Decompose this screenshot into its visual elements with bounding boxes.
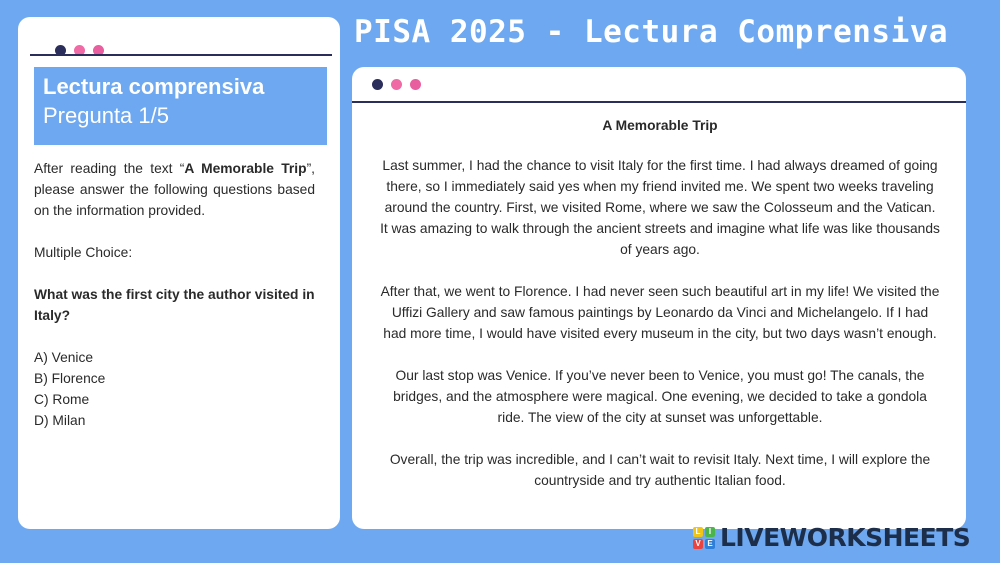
answer-option-d[interactable]: D) Milan bbox=[34, 413, 86, 428]
question-header bbox=[34, 67, 327, 145]
logo-letter: I bbox=[705, 527, 715, 537]
story-paragraph: Last summer, I had the chance to visit Italy for the first time. I had always dreamed of going there, so I immediately said yes when my friend invited me. We spent two weeks traveling around the country. First, we visited Rome, where we saw the Colosseum and the Vatican. It was amazing to walk through the ancient streets and imagine what life was like thousands of years ago. bbox=[380, 158, 940, 257]
window-dot-pink bbox=[391, 79, 402, 90]
liveworksheets-logo bbox=[693, 523, 970, 552]
question-text: What was the first city the author visited in Italy? bbox=[34, 287, 315, 323]
instructions-text: After reading the text “ bbox=[34, 161, 185, 176]
answer-option-c[interactable]: C) Rome bbox=[34, 392, 90, 407]
instructions-text-title: A Memorable Trip bbox=[184, 161, 307, 176]
page-title: PISA 2025 - Lectura Comprensiva bbox=[354, 14, 949, 50]
reading-card bbox=[352, 67, 966, 529]
instructions-text: ”, please answer the following questions based on the information provided. bbox=[34, 161, 315, 218]
question-body bbox=[34, 158, 315, 431]
story-paragraph: Overall, the trip was incredible, and I can’t wait to revisit Italy. Next time, I will explore the countryside and try authentic Italian food. bbox=[389, 452, 931, 488]
logo-letter: E bbox=[705, 539, 715, 549]
reading-text bbox=[380, 117, 940, 512]
story-title: A Memorable Trip bbox=[602, 118, 718, 133]
story-paragraph: Our last stop was Venice. If you’ve never been to Venice, you must go! The canals, the bridges, and the atmosphere were magical. One evening, we decided to take a gondola ride. The view of the city at sunset was unforgettable. bbox=[393, 368, 927, 425]
logo-letter: V bbox=[693, 539, 703, 549]
section-label: Multiple Choice: bbox=[34, 245, 133, 260]
divider bbox=[352, 101, 966, 103]
answer-option-a[interactable]: A) Venice bbox=[34, 350, 94, 365]
section-title: Lectura comprensiva bbox=[43, 74, 265, 99]
window-dot-navy bbox=[372, 79, 383, 90]
logo-icon bbox=[693, 527, 715, 549]
question-counter: Pregunta 1/5 bbox=[43, 103, 169, 128]
logo-letter: L bbox=[693, 527, 703, 537]
window-dots bbox=[372, 79, 421, 90]
divider bbox=[30, 54, 332, 56]
question-card bbox=[18, 17, 340, 529]
brand-name: LIVEWORKSHEETS bbox=[720, 523, 971, 552]
story-paragraph: After that, we went to Florence. I had never seen such beautiful art in my life! We visited the Uffizi Gallery and saw famous paintings by Leonardo da Vinci and Michelangelo. If I had had more time, I would have visited every museum in the city, but two days wasn’t enough. bbox=[380, 284, 940, 341]
window-dot-pink bbox=[410, 79, 421, 90]
instructions bbox=[34, 158, 315, 221]
answer-option-b[interactable]: B) Florence bbox=[34, 371, 106, 386]
